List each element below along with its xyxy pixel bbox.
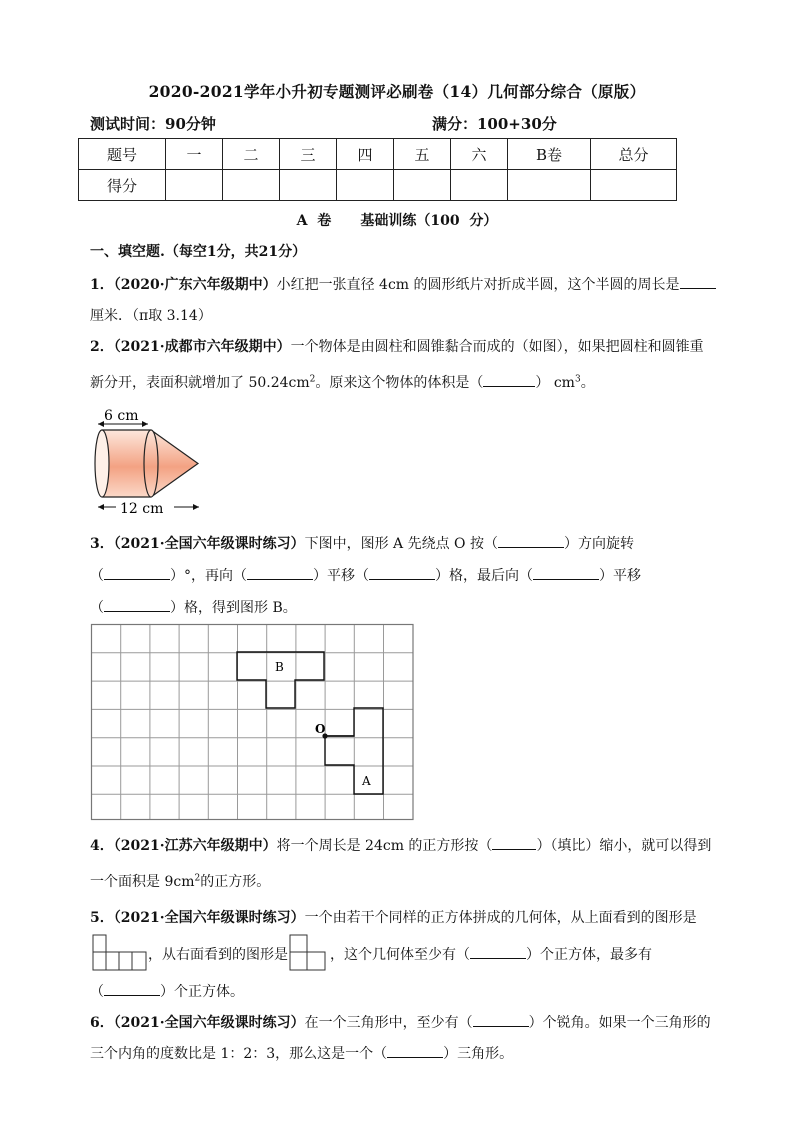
question-text: ） cm [535, 375, 575, 391]
point-o-label: O [315, 722, 326, 736]
header-cell: 六 [451, 139, 508, 170]
top-dimension-label: 6 cm [104, 408, 139, 424]
section-a-title: A 卷 基础训练（100 分） [296, 213, 498, 229]
question-text: 一个物体是由圆柱和圆锥黏合而成的（如图），如果把圆柱和圆锥重 [290, 339, 704, 355]
header-cell: 五 [394, 139, 451, 170]
question-3-line-1 [90, 533, 634, 553]
part1-heading: 一、填空题.（每空1分，共21分） [90, 244, 307, 260]
grid-border [92, 625, 414, 820]
grid-square [132, 952, 146, 970]
answer-blank[interactable] [104, 598, 170, 612]
arrow-head [98, 504, 104, 510]
superscript: 2 [309, 374, 316, 385]
score-cell[interactable] [451, 170, 508, 201]
question-text: ）（填比）缩小，就可以得到 [536, 838, 712, 854]
question-text: ）个锐角。如果一个三角形的 [528, 1015, 711, 1031]
question-text: （ [90, 600, 104, 616]
question-number: 4． [90, 838, 114, 854]
score-table-header-row [79, 139, 677, 170]
cylinder-right-base [144, 430, 158, 497]
score-cell[interactable] [223, 170, 280, 201]
question-text: ）个正方体。 [160, 984, 244, 1000]
grid-square [290, 935, 307, 952]
header-cell: 四 [337, 139, 394, 170]
question-1-line-1 [90, 274, 716, 294]
superscript: 2 [194, 873, 201, 884]
answer-blank[interactable] [387, 1044, 443, 1058]
question-text: ）°，再向（ [170, 568, 247, 584]
bottom-dimension-label: 12 cm [120, 501, 164, 517]
question-text: 在一个三角形中，至少有（ [304, 1015, 473, 1031]
score-cell[interactable] [508, 170, 591, 201]
answer-blank[interactable] [483, 373, 535, 387]
header-cell: 一 [166, 139, 223, 170]
question-text: ）格，最后向（ [435, 568, 533, 584]
question-text: 小红把一张直径 4cm 的圆形纸片对折成半圆，这个半圆的周长是 [276, 277, 680, 293]
test-time: 测试时间：90分钟 [90, 115, 216, 133]
question-5-line-3 [90, 981, 244, 1001]
cylinder-cone-figure [88, 402, 213, 520]
question-text: 。原来这个物体的体积是（ [315, 375, 484, 391]
grid-square [290, 952, 307, 970]
arrow-head [193, 504, 199, 510]
grid-square [93, 952, 106, 970]
answer-blank[interactable] [498, 534, 564, 548]
question-2-line-1 [90, 336, 704, 356]
question-source: （2021·全国六年级课时练习） [113, 910, 305, 926]
answer-blank[interactable] [247, 566, 313, 580]
question-text: ）平移（ [313, 568, 369, 584]
question-text: 一个由若干个同样的正方体拼成的几何体，从上面看到的图形是 [304, 910, 697, 926]
grid-square [106, 952, 119, 970]
question-6-line-1 [90, 1012, 711, 1032]
question-text: 将一个周长是 24cm 的正方形按（ [276, 838, 493, 854]
answer-blank[interactable] [104, 566, 170, 580]
answer-blank[interactable] [492, 836, 536, 850]
question-3-line-3 [90, 597, 297, 617]
question-number: 3． [90, 536, 114, 552]
right-view-figure [289, 934, 327, 972]
question-text: ）三角形。 [443, 1046, 514, 1062]
answer-blank[interactable] [533, 566, 599, 580]
question-text: 。 [580, 375, 595, 391]
question-source: （2021·江苏六年级期中） [113, 838, 277, 854]
rotation-grid-figure [90, 623, 415, 821]
answer-blank[interactable] [680, 275, 716, 289]
question-5-line-2-b [330, 944, 652, 964]
question-4-line-2 [90, 871, 270, 891]
question-3-line-2 [90, 565, 641, 585]
header-cell: 二 [223, 139, 280, 170]
question-text: ）格，得到图形 B。 [170, 600, 297, 616]
question-number: 5． [90, 910, 114, 926]
question-5-line-2-a: ，从右面看到的图形是 [148, 947, 288, 963]
answer-blank[interactable] [369, 566, 435, 580]
cylinder-left-base [95, 430, 109, 497]
header-cell: 总分 [591, 139, 677, 170]
question-text: 一个面积是 9cm [90, 874, 195, 890]
top-view-figure [92, 934, 148, 972]
question-text: （ [90, 568, 104, 584]
score-cell[interactable] [337, 170, 394, 201]
question-text: ）个正方体，最多有 [526, 947, 652, 963]
score-cell[interactable] [166, 170, 223, 201]
question-text: ）方向旋转 [563, 536, 634, 552]
question-text: 三个内角的度数比是 1：2：3，那么这是一个（ [90, 1046, 388, 1062]
question-text: 下图中，图形 A 先绕点 O 按（ [304, 536, 498, 552]
grid-square [119, 952, 132, 970]
answer-blank[interactable] [473, 1013, 529, 1027]
answer-blank[interactable] [470, 945, 526, 959]
shape-a-label: A [362, 774, 371, 788]
header-cell: 题号 [79, 139, 166, 170]
question-5-line-1 [90, 907, 697, 927]
page-title: 2020-2021学年小升初专题测评必刷卷（14）几何部分综合（原版） [148, 82, 646, 101]
superscript: 3 [574, 374, 581, 385]
question-6-line-2 [90, 1043, 513, 1063]
grid-square [307, 952, 325, 970]
full-score: 满分：100+30分 [432, 115, 557, 133]
header-cell: B卷 [508, 139, 591, 170]
question-source: （2021·全国六年级课时练习） [113, 1015, 305, 1031]
question-number: 1． [90, 277, 114, 293]
question-1-line-2: 厘米．（π取 3.14） [90, 308, 212, 324]
score-cell[interactable] [280, 170, 337, 201]
grid-square [93, 935, 106, 952]
answer-blank[interactable] [104, 982, 160, 996]
row-label: 得分 [79, 170, 166, 201]
score-cell[interactable] [591, 170, 677, 201]
question-2-line-2 [90, 372, 595, 392]
score-table-score-row [79, 170, 677, 201]
question-source: （2021·成都市六年级期中） [113, 339, 291, 355]
shape-b-label: B [275, 660, 284, 674]
header-cell: 三 [280, 139, 337, 170]
question-source: （2020·广东六年级期中） [113, 277, 277, 293]
score-cell[interactable] [394, 170, 451, 201]
question-text: 新分开，表面积就增加了 50.24cm [90, 375, 310, 391]
arrow-head [142, 421, 148, 427]
question-text: 的正方形。 [200, 874, 271, 890]
question-text: （ [90, 984, 104, 1000]
question-number: 6． [90, 1015, 114, 1031]
question-number: 2． [90, 339, 114, 355]
question-text: ）平移 [599, 568, 641, 584]
question-source: （2021·全国六年级课时练习） [113, 536, 305, 552]
arrow-head [98, 421, 104, 427]
question-text: ，这个几何体至少有（ [330, 947, 470, 963]
question-4-line-1 [90, 835, 711, 855]
grid-lines [92, 625, 414, 820]
score-table [78, 138, 677, 201]
